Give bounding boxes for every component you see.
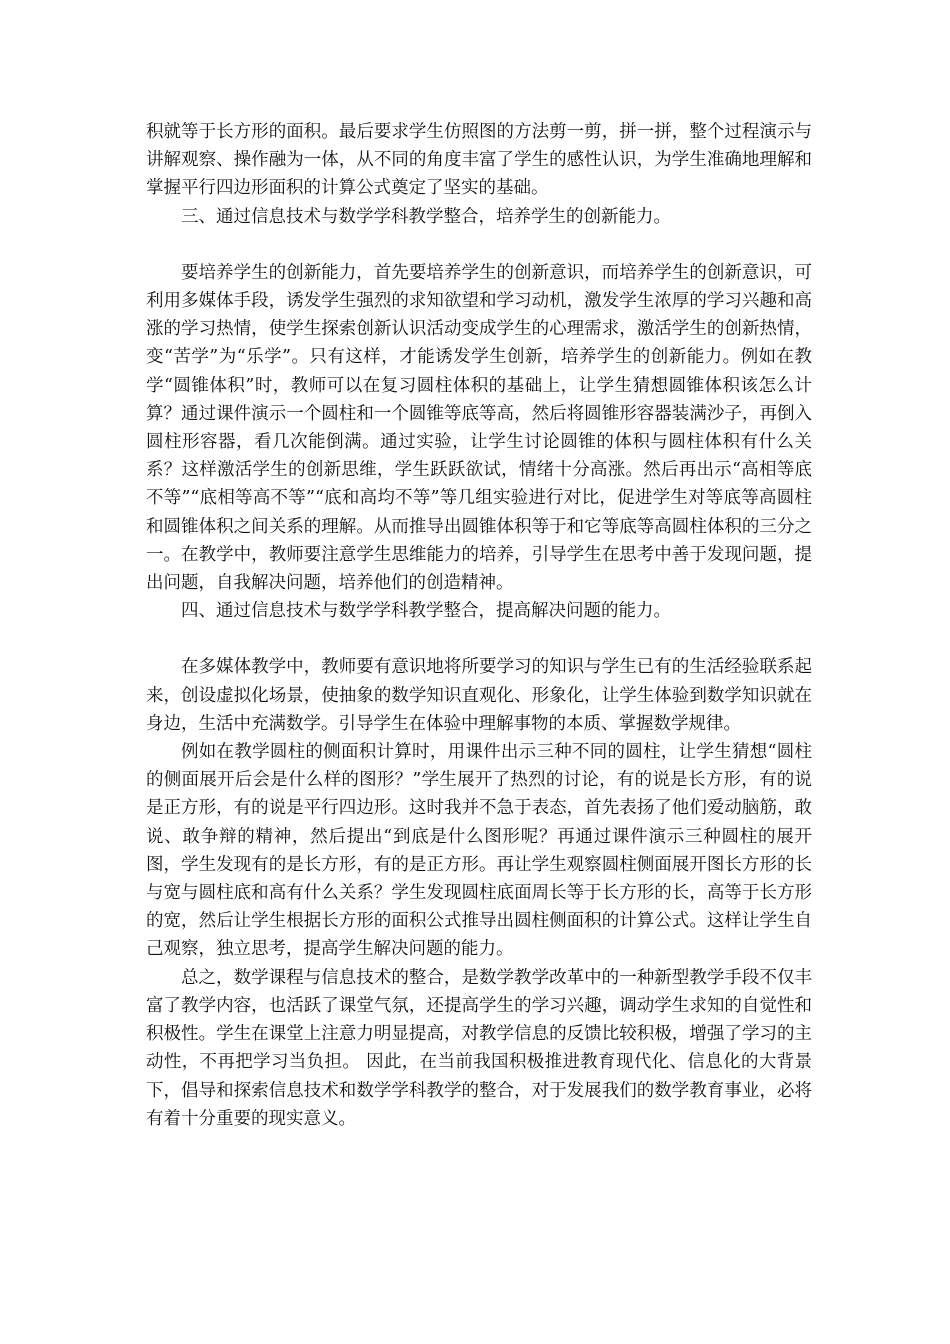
paragraph-continued: 积就等于长方形的面积。最后要求学生仿照图的方法剪一剪，拼一拼，整个过程演示与讲解观察、操作融为一体，从不同的角度丰富了学生的感性认识，为学生准确地理解和掌握平行四边形面积的计算公式奠定了坚实的基础。 bbox=[146, 122, 812, 199]
paragraph-section-3: 要培养学生的创新能力，首先要培养学生的创新意识，而培养学生的创新意识，可利用多媒体手段，诱发学生强烈的求知欲望和学习动机，激发学生浓厚的学习兴趣和高涨的学习热情，使学生探索创新认识活动变成学生的心理需求，激活学生的创新热情，变“苦学”为“乐学”。只有这样，才能诱发学生创新，培养学生的创新能力。例如在教学“圆锥体积”时，教师可以在复习圆柱体积的基础上，让学生猜想圆锥体积该怎么计算？通过课件演示一个圆柱和一个圆锥等底等高，然后将圆锥形容器装满沙子，再倒入圆柱形容器，看几次能倒满。通过实验，让学生讨论圆锥的体积与圆柱体积有什么关系？这样激活学生的创新思维，学生跃跃欲试，情绪十分高涨。然后再出示“高相等底不等”“底相等高不等”“底和高均不等”等几组实验进行对比，促进学生对等底等高圆柱和圆锥体积之间关系的理解。从而推导出圆锥体积等于和它等底等高圆柱体积的三分之一。在教学中，教师要注意学生思维能力的培养，引导学生在思考中善于发现问题，提出问题，自我解决问题，培养他们的创造精神。 bbox=[146, 262, 812, 594]
paragraph-summary: 总之，数学课程与信息技术的整合，是数学教学改革中的一种新型教学手段不仅丰富了教学内容，也活跃了课堂气氛，还提高学生的学习兴趣，调动学生求知的自觉性和积极性。学生在课堂上注意力明显提高，对教学信息的反馈比较积极，增强了学习的主动性，不再把学习当负担。 因此，在当前我国积极推进教育现代化、信息化的大背景下，倡导和探索信息技术和数学学科教学的整合，对于发展我们的数学教育事业，必将有着十分重要的现实意义。 bbox=[146, 967, 812, 1129]
section-heading-3: 三、通过信息技术与数学学科教学整合，培养学生的创新能力。 bbox=[181, 206, 671, 227]
document-page bbox=[146, 118, 812, 1133]
paragraph-section-4b: 例如在教学圆柱的侧面积计算时，用课件出示三种不同的圆柱，让学生猜想“圆柱的侧面展开后会是什么样的图形？”学生展开了热烈的讨论，有的说是长方形，有的说是正方形，有的说是平行四边形。这时我并不急于表态，首先表扬了他们爱动脑筋，敢说、敢争辩的精神，然后提出“到底是什么图形呢？再通过课件演示三种圆柱的展开图，学生发现有的是长方形，有的是正方形。再让学生观察圆柱侧面展开图长方形的长与宽与圆柱底和高有什么关系？学生发现圆柱底面周长等于长方形的长，高等于长方形的宽，然后让学生根据长方形的面积公式推导出圆柱侧面积的计算公式。这样让学生自己观察，独立思考，提高学生解决问题的能力。 bbox=[146, 742, 812, 960]
paragraph-section-4a: 在多媒体教学中，教师要有意识地将所要学习的知识与学生已有的生活经验联系起来，创设虚拟化场景，使抽象的数学知识直观化、形象化，让学生体验到数学知识就在身边，生活中充满数学。引导学生在体验中理解事物的本质、掌握数学规律。 bbox=[146, 657, 812, 734]
section-heading-4: 四、通过信息技术与数学学科教学整合，提高解决问题的能力。 bbox=[181, 601, 671, 622]
